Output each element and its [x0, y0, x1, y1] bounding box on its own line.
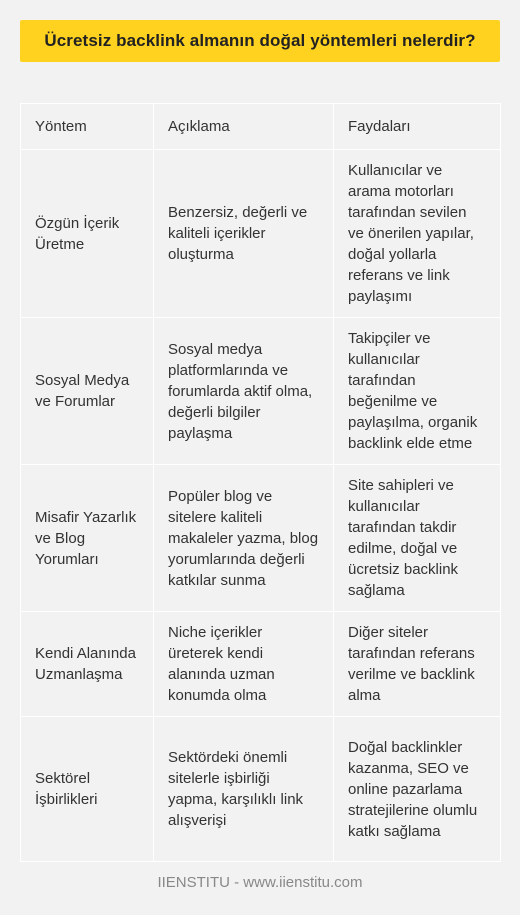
cell-benefits: Diğer siteler tarafından referans verilme ve backlink alma: [334, 612, 501, 717]
table-row: [21, 465, 501, 612]
table-row: [21, 717, 501, 862]
cell-method: Özgün İçerik Üretme: [21, 150, 154, 318]
cell-method: Sektörel İşbirlikleri: [21, 717, 154, 862]
footer-credit: IIENSTITU - www.iienstitu.com: [157, 874, 363, 891]
table-row: [21, 318, 501, 465]
cell-benefits: Kullanıcılar ve arama motorları tarafından sevilen ve önerilen yapılar, doğal yollarla referans ve link paylaşımı: [334, 150, 501, 318]
cell-method: Sosyal Medya ve Forumlar: [21, 318, 154, 465]
cell-description: Benzersiz, değerli ve kaliteli içerikler oluşturma: [154, 150, 334, 318]
cell-benefits: Takipçiler ve kullanıcılar tarafından beğenilme ve paylaşılma, organik backlink elde etme: [334, 318, 501, 465]
header-description: Açıklama: [154, 104, 334, 150]
cell-description: Sektördeki önemli sitelerle işbirliği yapma, karşılıklı link alışverişi: [154, 717, 334, 862]
table-row: [21, 150, 501, 318]
cell-benefits: Doğal backlinkler kazanma, SEO ve online pazarlama stratejilerine olumlu katkı sağlama: [334, 717, 501, 862]
cell-description: Niche içerikler üreterek kendi alanında uzman konumda olma: [154, 612, 334, 717]
table-header-row: [21, 104, 501, 150]
cell-method: Kendi Alanında Uzmanlaşma: [21, 612, 154, 717]
cell-method: Misafir Yazarlık ve Blog Yorumları: [21, 465, 154, 612]
cell-description: Popüler blog ve sitelere kaliteli makaleler yazma, blog yorumlarında değerli katkılar sunma: [154, 465, 334, 612]
methods-table: [20, 103, 501, 862]
cell-benefits: Site sahipleri ve kullanıcılar tarafından takdir edilme, doğal ve ücretsiz backlink sağlama: [334, 465, 501, 612]
header-benefits: Faydaları: [334, 104, 501, 150]
cell-description: Sosyal medya platformlarında ve forumlarda aktif olma, değerli bilgiler paylaşma: [154, 318, 334, 465]
page-title: Ücretsiz backlink almanın doğal yöntemleri nelerdir?: [20, 20, 500, 62]
header-method: Yöntem: [21, 104, 154, 150]
table-row: [21, 612, 501, 717]
